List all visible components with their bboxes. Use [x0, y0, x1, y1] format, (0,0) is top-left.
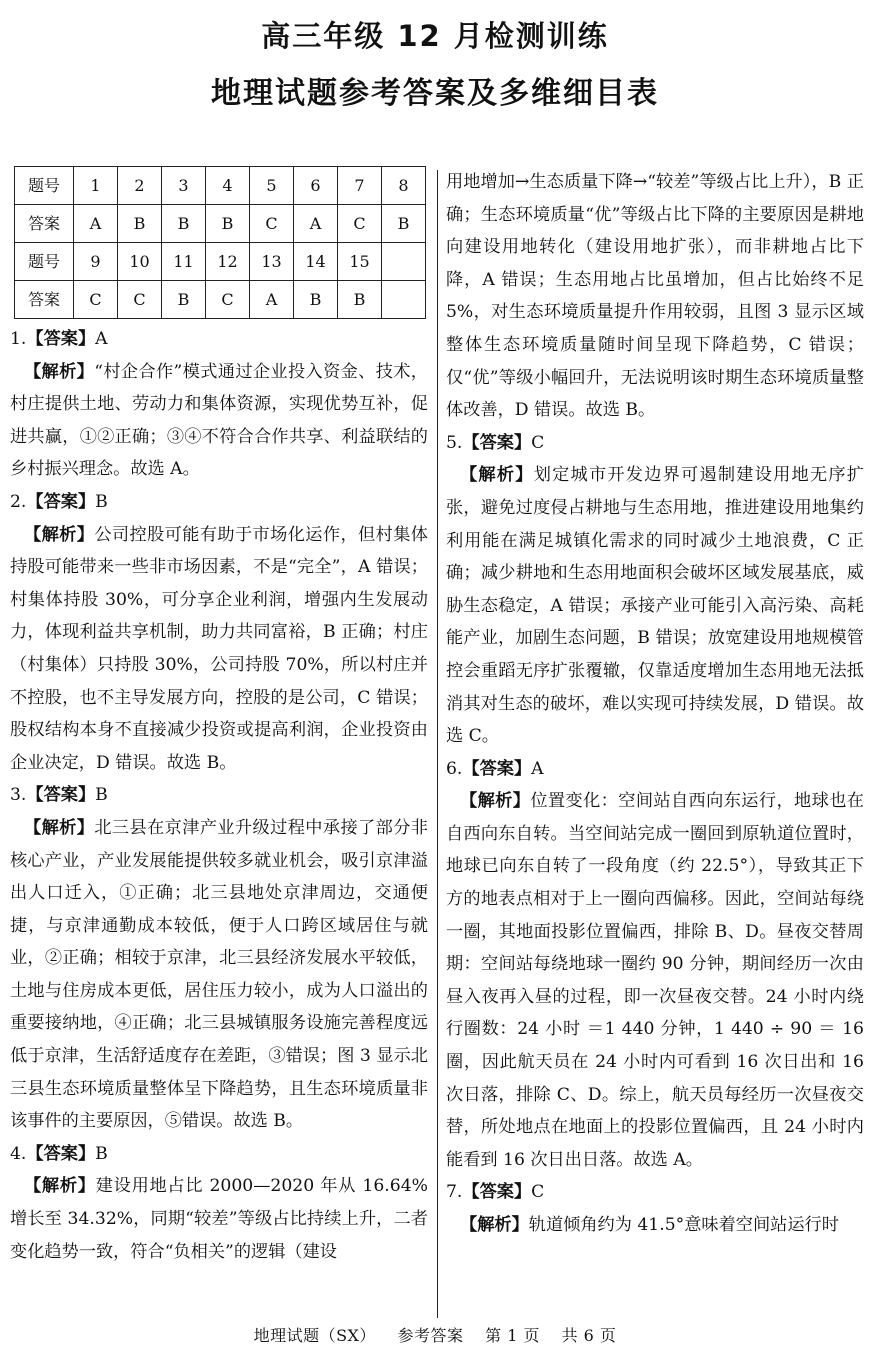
table-cell: A [250, 281, 294, 319]
table-cell: C [250, 205, 294, 243]
page-title: 高三年级 12 月检测训练 [261, 19, 609, 53]
table-row [15, 205, 426, 243]
table-row [15, 281, 426, 319]
table-cell [382, 281, 426, 319]
footer-subject: 地理试题（SX） [253, 1326, 376, 1345]
table-cell: C [118, 281, 162, 319]
table-cell: C [206, 281, 250, 319]
question-6-answer: 6.【答案】A [446, 758, 544, 779]
footer-page: 第 1 页 [485, 1326, 540, 1345]
table-cell: C [338, 205, 382, 243]
table-cell: 答案 [15, 281, 74, 319]
table-cell: B [162, 281, 206, 319]
table-cell: C [74, 281, 118, 319]
table-cell: 4 [206, 167, 250, 205]
question-7-answer: 7.【答案】C [446, 1182, 545, 1203]
table-row [15, 167, 426, 205]
table-cell: B [382, 205, 426, 243]
table-cell: 题号 [15, 243, 74, 281]
question-2-analysis: 【解析】公司控股可能有助于市场化运作，但村集体持股可能带来一些非市场因素，不是“完全”，A 错误；村集体持股 30%，可分享企业利润，增强内生发展动力，体现利益共享机制，助力共同富裕，B 正确；村庄（村集体）只持股 30%，公司持股 70%，所以村庄并不控股，也不主导发展方向，控股的是公司，C 错误；股权结构本身不直接减少投资或提高利润，企业投资由企业决定，D 错误。故选 B。 [10, 524, 428, 773]
table-cell: 10 [118, 243, 162, 281]
table-cell: B [162, 205, 206, 243]
page-footer [0, 1323, 870, 1346]
table-cell: 12 [206, 243, 250, 281]
column-divider [437, 170, 438, 1318]
question-4-answer: 4.【答案】B [10, 1143, 108, 1164]
table-cell: 1 [74, 167, 118, 205]
question-7-analysis: 【解析】轨道倾角约为 41.5°意味着空间站运行时 [460, 1215, 839, 1235]
answer-table [14, 166, 426, 319]
question-5-analysis: 【解析】划定城市开发边界可遏制建设用地无序扩张，避免过度侵占耕地与生态用地，推进建设用地集约利用能在满足城镇化需求的同时减少土地浪费，C 正确；减少耕地和生态用地面积会破坏区域发展基底，威胁生态稳定，A 错误；承接产业可能引入高污染、高耗能产业，加剧生态问题，B 错误；放宽建设用地规模管控会重蹈无序扩张覆辙，仅靠适度增加生态用地无法抵消其对生态的破坏，难以实现可持续发展，D 错误。故选 C。 [446, 465, 864, 747]
footer-total: 共 6 页 [561, 1326, 617, 1345]
table-cell: B [294, 281, 338, 319]
question-3-answer: 3.【答案】B [10, 785, 108, 806]
table-cell: 6 [294, 167, 338, 205]
table-cell: 5 [250, 167, 294, 205]
question-3-analysis: 【解析】北三县在京津产业升级过程中承接了部分非核心产业，产业发展能提供较多就业机会，吸引京津溢出人口迁入，①正确；北三县地处京津周边，交通便捷，与京津通勤成本较低，便于人口跨区域居住与就业，②正确；相较于京津，北三县经济发展水平较低，土地与住房成本更低，居住压力较小，成为人口溢出的重要接纳地，④正确；北三县城镇服务设施完善程度远低于京津，生活舒适度存在差距，③错误；图 3 显示北三县生态环境质量整体呈下降趋势，且生态环境质量非该事件的主要原因，⑤错误。故选 B。 [10, 817, 428, 1132]
table-cell: B [338, 281, 382, 319]
table-cell: 11 [162, 243, 206, 281]
table-cell: 14 [294, 243, 338, 281]
table-cell [382, 243, 426, 281]
table-cell: 13 [250, 243, 294, 281]
table-cell: 题号 [15, 167, 74, 205]
table-row [15, 243, 426, 281]
table-cell: 9 [74, 243, 118, 281]
question-4-analysis: 【解析】建设用地占比 2000—2020 年从 16.64% 增长至 34.32%，同期“较差”等级占比持续上升，二者变化趋势一致，符合“负相关”的逻辑（建设 [10, 1176, 428, 1262]
table-cell: 答案 [15, 205, 74, 243]
table-cell: 3 [162, 167, 206, 205]
table-cell: B [206, 205, 250, 243]
right-column [446, 166, 864, 1242]
table-cell: A [74, 205, 118, 243]
left-column [10, 166, 428, 1268]
table-cell: B [118, 205, 162, 243]
footer-doc: 参考答案 [397, 1326, 464, 1345]
question-1-analysis: 【解析】“村企合作”模式通过企业投入资金、技术，村庄提供土地、劳动力和集体资源，实现优势互补，促进共赢，①②正确；③④不符合合作共享、利益联结的乡村振兴理念。故选 A。 [10, 361, 428, 480]
table-cell: A [294, 205, 338, 243]
table-cell: 7 [338, 167, 382, 205]
table-cell: 15 [338, 243, 382, 281]
question-4-analysis-continued: 用地增加→生态质量下降→“较差”等级占比上升），B 正确；生态环境质量“优”等级占比下降的主要原因是耕地向建设用地转化（建设用地扩张），而非耕地占比下降，A 错误；生态用地占比虽增加，但占比始终不足 5%，对生态环境质量提升作用较弱，且图 3 显示区域整体生态环境质量随时间呈现下降趋势，C 错误；仅“优”等级小幅回升，无法说明该时期生态环境质量整体改善，D 错误。故选 B。 [446, 172, 864, 421]
question-1-answer: 1.【答案】A [10, 329, 108, 349]
question-5-answer: 5.【答案】C [446, 432, 545, 453]
table-cell: 8 [382, 167, 426, 205]
question-2-answer: 2.【答案】B [10, 491, 108, 512]
question-6-analysis: 【解析】位置变化：空间站自西向东运行，地球也在自西向东自转。当空间站完成一圈回到原轨道位置时，地球已向东自转了一段角度（约 22.5°），导致其正下方的地表点相对于上一圈向西偏移。因此，空间站每绕一圈，其地面投影位置偏西，排除 B、D。昼夜交替周期：空间站每绕地球一圈约 90 分钟，期间经历一次由昼入夜再入昼的过程，即一次昼夜交替。24 小时内绕行圈数：24 小时 ＝1 440 分钟，1 440 ÷ 90 ＝ 16 圈，因此航天员在 24 小时内可看到 16 次日出和 16 次日落，排除 C、D。综上，航天员每经历一次昼夜交替，所处地点在地面上的投影位置偏西，且 24 小时内能看到 16 次日出日落。故选 A。 [446, 791, 864, 1170]
page-subtitle: 地理试题参考答案及多维细目表 [211, 76, 659, 111]
table-cell: 2 [118, 167, 162, 205]
